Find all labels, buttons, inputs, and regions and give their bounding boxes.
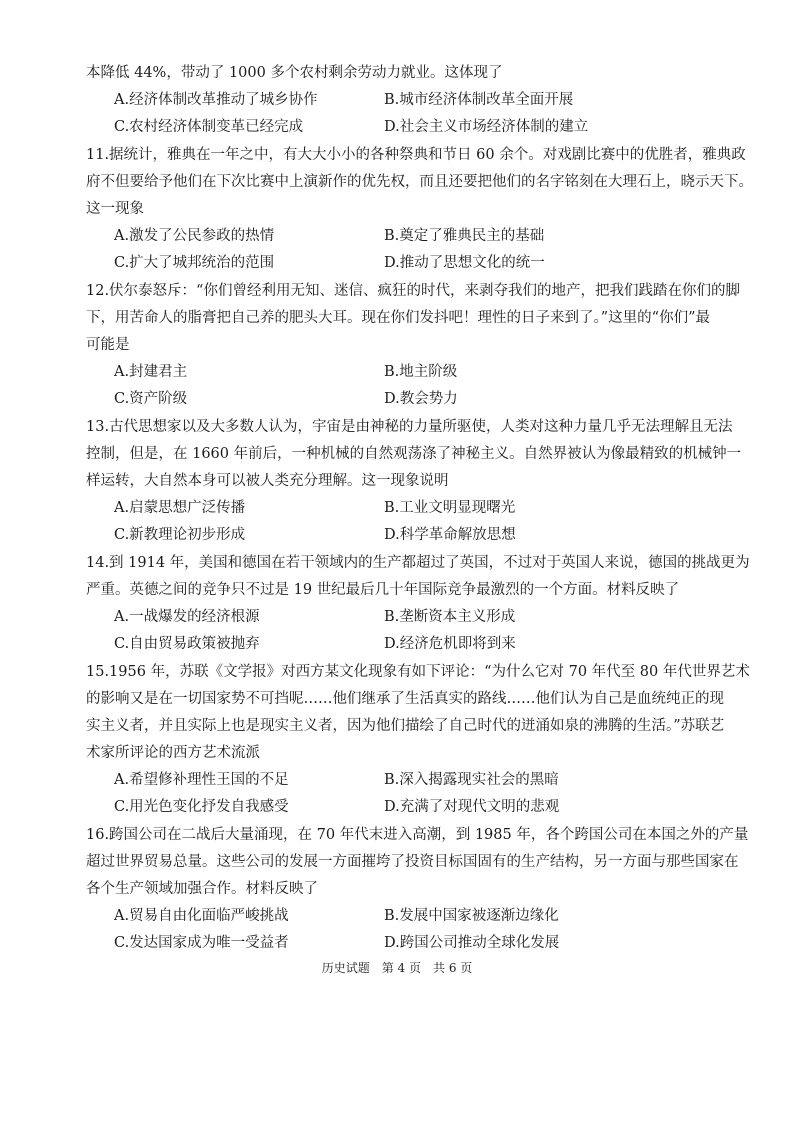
option-a[interactable]: A.希望修补理性王国的不足 — [114, 772, 289, 788]
option-d[interactable]: D.教会势力 — [384, 391, 458, 407]
question-stem-line: 12.伏尔泰怒斥：“你们曾经利用无知、迷信、疯狂的时代，来剥夺我们的地产，把我们践踏在你们的脚 — [86, 283, 740, 299]
option-a[interactable]: A.经济体制改革推动了城乡协作 — [114, 92, 318, 108]
question-stem-line: 的影响又是在一切国家势不可挡呢……他们继承了生活真实的路线……他们认为自己是血统纯正的现 — [86, 691, 724, 707]
question-stem-line: 严重。英德之间的竞争只不过是 19 世纪最后几十年国际竞争最激烈的一个方面。材料反映了 — [86, 582, 680, 598]
question-stem-line: 14.到 1914 年，美国和德国在若干领域内的生产都超过了英国，不过对于英国人来说，德国的挑战更为 — [86, 555, 750, 571]
option-c[interactable]: C.自由贸易政策被抛弃 — [114, 636, 260, 652]
answer-options — [86, 359, 716, 413]
option-b[interactable]: B.工业文明显现曙光 — [384, 500, 516, 516]
option-b[interactable]: B.垄断资本主义形成 — [384, 609, 516, 625]
question-16 — [86, 822, 749, 957]
option-d[interactable]: D.跨国公司推动全球化发展 — [384, 935, 560, 951]
question-stem-line: 11.据统计，雅典在一年之中，有大大小小的各种祭典和节日 60 余个。对戏剧比赛中的优胜者，雅典政 — [86, 147, 746, 163]
question-14 — [86, 550, 750, 658]
option-a[interactable]: A.封建君主 — [114, 364, 188, 380]
question-stem-line: 术家所评论的西方艺术流派 — [86, 745, 260, 761]
option-b[interactable]: B.地主阶级 — [384, 364, 458, 380]
question-stem-line: 这一现象 — [86, 201, 144, 217]
option-a[interactable]: A.贸易自由化面临严峻挑战 — [114, 908, 289, 924]
option-b[interactable]: B.奠定了雅典民主的基础 — [384, 228, 545, 244]
option-b[interactable]: B.发展中国家被逐渐边缘化 — [384, 908, 559, 924]
question-stem-line: 超过世界贸易总量。这些公司的发展一方面摧垮了投资目标国固有的生产结构，另一方面与那些国家在 — [86, 854, 739, 870]
answer-options — [86, 87, 716, 141]
answer-options — [86, 604, 716, 658]
question-stem-line: 实主义者，并且实际上也是现实主义者，因为他们描绘了自己时代的迸涌如泉的沸腾的生活。”苏联艺 — [86, 718, 725, 734]
question-15 — [86, 659, 750, 821]
option-a[interactable]: A.一战爆发的经济根源 — [114, 609, 260, 625]
question-stem-line: 16.跨国公司在二战后大量涌现，在 70 年代末进入高潮，到 1985 年，各个跨国公司在本国之外的产量 — [86, 827, 749, 843]
question-13 — [86, 414, 742, 549]
page-footer: 历史试题 第 4 页 共 6 页 — [321, 961, 473, 975]
question-12 — [86, 278, 740, 413]
question-stem-line: 控制，但是，在 1660 年前后，一种机械的自然观荡涤了神秘主义。自然界被认为像最精致的机械钟一 — [86, 446, 742, 462]
answer-options — [86, 223, 716, 277]
option-d[interactable]: D.科学革命解放思想 — [384, 527, 516, 543]
option-c[interactable]: C.用光色变化抒发自我感受 — [114, 799, 289, 815]
option-d[interactable]: D.社会主义市场经济体制的建立 — [384, 119, 589, 135]
option-d[interactable]: D.充满了对现代文明的悲观 — [384, 799, 560, 815]
question-stem-line: 可能是 — [86, 337, 130, 353]
question-stem-line: 样运转，大自然本身可以被人类充分理解。这一现象说明 — [86, 473, 449, 489]
option-c[interactable]: C.发达国家成为唯一受益者 — [114, 935, 289, 951]
option-a[interactable]: A.启蒙思想广泛传播 — [114, 500, 246, 516]
question-stem-line: 本降低 44%，带动了 1000 多个农村剩余劳动力就业。这体现了 — [86, 65, 503, 81]
option-b[interactable]: B.深入揭露现实社会的黑暗 — [384, 772, 559, 788]
question-stem-line: 下，用苦命人的脂膏把自己养的肥头大耳。现在你们发抖吧！理性的日子来到了。”这里的“你们”最 — [86, 310, 710, 326]
question-10-continued — [86, 60, 716, 141]
option-d[interactable]: D.推动了思想文化的统一 — [384, 255, 545, 271]
option-d[interactable]: D.经济危机即将到来 — [384, 636, 516, 652]
option-c[interactable]: C.资产阶级 — [114, 391, 188, 407]
question-stem-line: 各个生产领域加强合作。材料反映了 — [86, 881, 318, 897]
question-stem-line: 13.古代思想家以及大多数人认为，宇宙是由神秘的力量所驱使，人类对这种力量几乎无法理解且无法 — [86, 419, 733, 435]
answer-options — [86, 903, 716, 957]
question-stem-line: 府不但要给予他们在下次比赛中上演新作的优先权，而且还要把他们的名字铭刻在大理石上，晓示天下。 — [86, 174, 753, 190]
question-stem-line: 15.1956 年，苏联《文学报》对西方某文化现象有如下评论：“为什么它对 70 年代至 80 年代世界艺术 — [86, 664, 750, 680]
answer-options — [86, 495, 716, 549]
answer-options — [86, 767, 716, 821]
question-11 — [86, 142, 753, 277]
option-b[interactable]: B.城市经济体制改革全面开展 — [384, 92, 574, 108]
option-c[interactable]: C.农村经济体制变革已经完成 — [114, 119, 304, 135]
option-a[interactable]: A.激发了公民参政的热情 — [114, 228, 275, 244]
option-c[interactable]: C.新教理论初步形成 — [114, 527, 246, 543]
exam-page — [86, 60, 753, 957]
option-c[interactable]: C.扩大了城邦统治的范围 — [114, 255, 275, 271]
